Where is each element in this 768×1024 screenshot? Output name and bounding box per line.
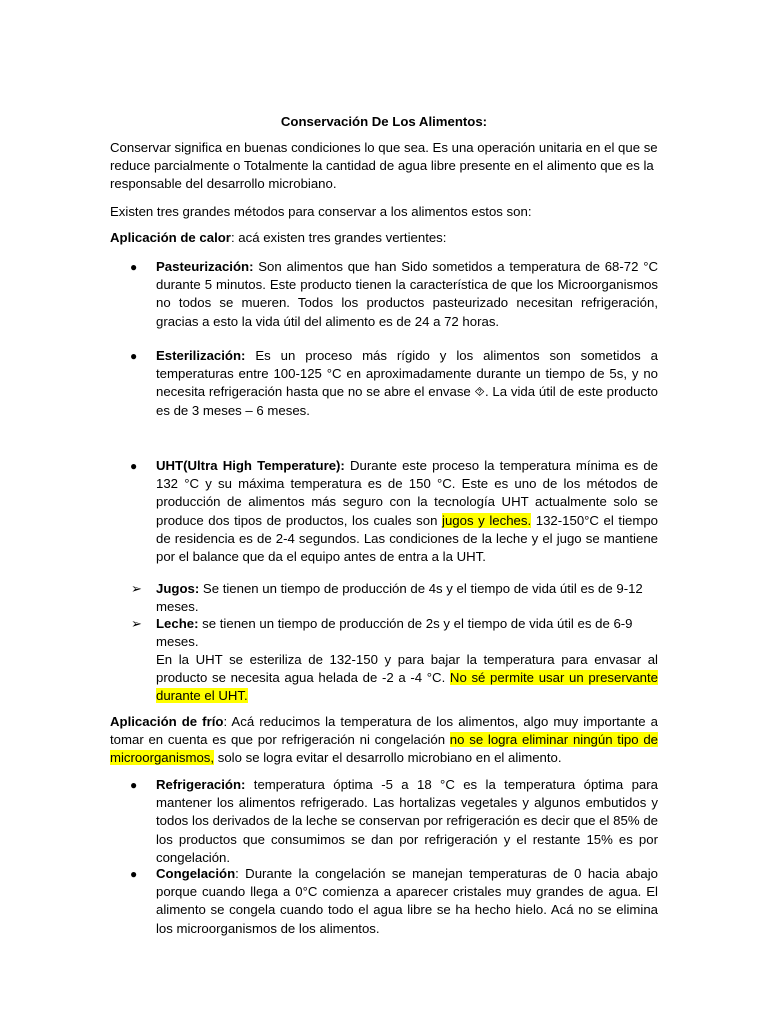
milk-item <box>156 615 658 651</box>
pasteurization-text: Son alimentos que han Sido sometidos a temperatura de 68-72 °C durante 5 minutos. Este producto tienen la característica de que los Microorganismos no todos se mueren. Todos los productos pasteurizado necesitan refrigeración, gracias a esto la vida útil del alimento es de 24 a 72 horas. <box>156 259 658 329</box>
cold-highlight: no se logra eliminar ningún tipo de microorganismos, <box>110 732 659 766</box>
uht-text-b: 132-150°C el tiempo de residencia es de 2-4 segundos. Las condiciones de la leche y el jugo se mantiene por el balance que da el equipo antes de entra a la UHT. <box>156 512 658 565</box>
bullet-icon: ● <box>130 778 138 792</box>
uht-item <box>156 457 658 566</box>
heat-heading-text: : acá existen tres grandes vertientes: <box>230 230 447 245</box>
juices-label: Jugos: <box>156 581 200 596</box>
arrow-bullet-icon: ➢ <box>131 581 142 596</box>
sterilization-item <box>156 347 658 420</box>
cold-paragraph <box>110 713 658 768</box>
sterilization-label: Esterilización: <box>156 348 246 363</box>
cold-text-b: solo se logra evitar el desarrollo microbiano en el alimento. <box>214 750 562 766</box>
document-title: Conservación De Los Alimentos: <box>280 114 488 129</box>
freezing-text: : Durante la congelación se manejan temperaturas de 0 hacia abajo porque cuando llega a 0°C comienza a aparecer cristales muy grandes de agua. El alimento se congela cuando todo el agua libre se ha hecho hielo. Acá no se elimina los microorganismos de los alimentos. <box>156 866 658 936</box>
cold-text-a: : Acá reducimos la temperatura de los alimentos, algo muy importante a tomar en cuenta es que por refrigeración ni congelación <box>110 714 658 748</box>
bullet-icon: ● <box>130 867 138 881</box>
bullet-icon: ● <box>130 349 138 363</box>
uht-highlight: jugos y leches. <box>442 512 532 528</box>
uht-note-highlight: No sé permite usar un preservante durante el UHT. <box>156 670 658 704</box>
uht-text-a: Durante este proceso la temperatura mínima es de 132 °C y su máxima temperatura es de 150 °C. Este es uno de los métodos de producción de alimentos más seguro con la tecnología UHT actualmente solo se produce dos tipos de productos, los cuales son <box>156 458 659 528</box>
cold-heading: Aplicación de frío <box>110 714 224 729</box>
freezing-label: Congelación <box>156 866 236 881</box>
milk-text: se tienen un tiempo de producción de 2s y el tiempo de vida útil es de 6-9 meses. <box>156 616 633 650</box>
heat-heading-paragraph <box>110 229 658 247</box>
juices-text: Se tienen un tiempo de producción de 4s y el tiempo de vida útil es de 9-12 meses. <box>156 581 643 615</box>
juices-item <box>156 580 658 616</box>
bullet-icon: ● <box>130 459 138 473</box>
heat-heading: Aplicación de calor <box>110 230 231 245</box>
pasteurization-label: Pasteurización: <box>156 259 254 274</box>
sterilization-text: Es un proceso más rígido y los alimentos son sometidos a temperaturas entre 100-125 °C en aproximadamente durante un tiempo de 5s, y no necesita refrigeración hasta que no se abre el envase ⯑. La vida útil de este producto es de 3 meses – 6 meses. <box>156 348 658 418</box>
freezing-item <box>156 865 658 938</box>
bullet-icon: ● <box>130 260 138 274</box>
refrigeration-label: Refrigeración: <box>156 777 246 792</box>
milk-label: Leche: <box>156 616 199 631</box>
refrigeration-item <box>156 776 658 867</box>
pasteurization-item <box>156 258 658 331</box>
uht-note-text: En la UHT se esteriliza de 132-150 y para bajar la temperatura para envasar al producto se necesita agua helada de -2 a -4 °C. <box>156 652 658 686</box>
arrow-bullet-icon: ➢ <box>131 616 142 631</box>
uht-note <box>156 651 658 706</box>
intro-paragraph: Conservar significa en buenas condiciones lo que sea. Es una operación unitaria en el que se reduce parcialmente o Totalmente la cantidad de agua libre presente en el alimento que es la responsable del desarrollo microbiano. <box>110 140 658 192</box>
uht-label: UHT(Ultra High Temperature): <box>156 458 345 473</box>
methods-paragraph: Existen tres grandes métodos para conservar a los alimentos estos son: <box>110 204 532 219</box>
refrigeration-text: temperatura óptima -5 a 18 °C es la temperatura óptima para mantener los alimentos refrigerado. Las hortalizas vegetales y algunos embutidos y todos los derivados de la leche se conservan por refrigeración es decir que el 85% de los productos que consumimos se dan por refrigeración y el restante 15% es por congelación. <box>156 777 658 865</box>
